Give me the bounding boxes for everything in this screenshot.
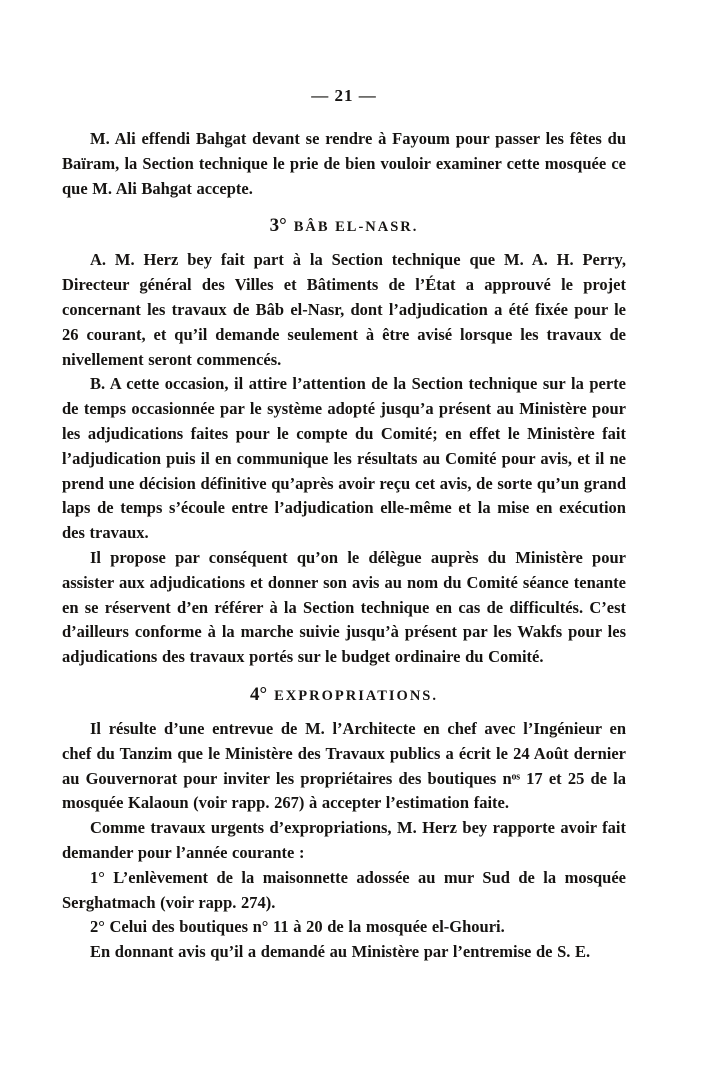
section-heading-bab-el-nasr xyxy=(62,215,626,237)
paragraph-b: B. A cette occasion, il attire l’attention de la Section technique sur la perte de temps occasionnée par le système adopté jusqu’a présent au Ministère pour les adjudications faites pour le compte du Comité; en effet le Ministère fait l’adjudication puis il en communique les résultats au Comité pour avis, et il ne prend une décision définitive qu’après avoir reçu cet avis, de sorte qu’un grand laps de temps s’écoule entre l’adjudication elle-même et la mise en exécution des travaux. xyxy=(62,374,626,543)
paragraph-entrevue: Il résulte d’une entrevue de M. l’Architecte en chef avec l’Ingénieur en chef du Tanzim que le Ministère des Travaux publics a écrit le 24 Août dernier au Gouvernorat pour inviter les propriétaires des boutiques nᵒˢ 17 et 25 de la mosquée Kalaoun (voir rapp. 267) à accepter l’estimation faite. xyxy=(62,718,626,813)
section-number: 3° xyxy=(269,215,287,237)
list-item-1: 1° L’enlèvement de la maisonnette adossée au mur Sud de la mosquée Serghatmach (voir rapp. 274). xyxy=(62,867,626,912)
section-title: EXPROPRIATIONS. xyxy=(274,687,438,704)
paragraph-travaux-urgents: Comme travaux urgents d’expropriations, M. Herz bey rapporte avoir fait demander pour l’année courante : xyxy=(62,818,626,862)
text-block xyxy=(62,86,626,965)
paragraph-a: A. M. Herz bey fait part à la Section technique que M. A. H. Perry, Directeur général des Villes et Bâtiments de l’État a approuvé le projet concernant les travaux de Bâb el-Nasr, dont l’adjudication a été fixée pour le 26 courant, et qu’il demande seulement à être avisé lorsque les travaux de nivellement seront commencés. xyxy=(62,250,626,369)
page-number: — 21 — xyxy=(311,86,377,105)
section-heading-expropriations xyxy=(62,684,626,706)
list-item-2: 2° Celui des boutiques n° 11 à 20 de la mosquée el-Ghouri. xyxy=(90,917,505,937)
paragraph-closing: En donnant avis qu’il a demandé au Ministère par l’entremise de S. E. xyxy=(90,942,591,962)
section-number: 4° xyxy=(250,683,268,705)
section-title: BÂB EL-NASR. xyxy=(293,219,419,236)
intro-paragraph: M. Ali effendi Bahgat devant se rendre à Fayoum pour passer les fêtes du Baïram, la Section technique le prie de bien vouloir examiner cette mosquée ce que M. Ali Bahgat accepte. xyxy=(62,129,626,198)
paragraph-proposal: Il propose par conséquent qu’on le délègue auprès du Ministère pour assister aux adjudications et donner son avis au nom du Comité séance tenante en se réservent d’en référer à la Section technique en cas de difficultés. C’est d’ailleurs conforme à la marche suivie jusqu’à présent par les Wakfs pour les adjudications des travaux portés sur le budget ordinaire du Comité. xyxy=(62,547,626,667)
